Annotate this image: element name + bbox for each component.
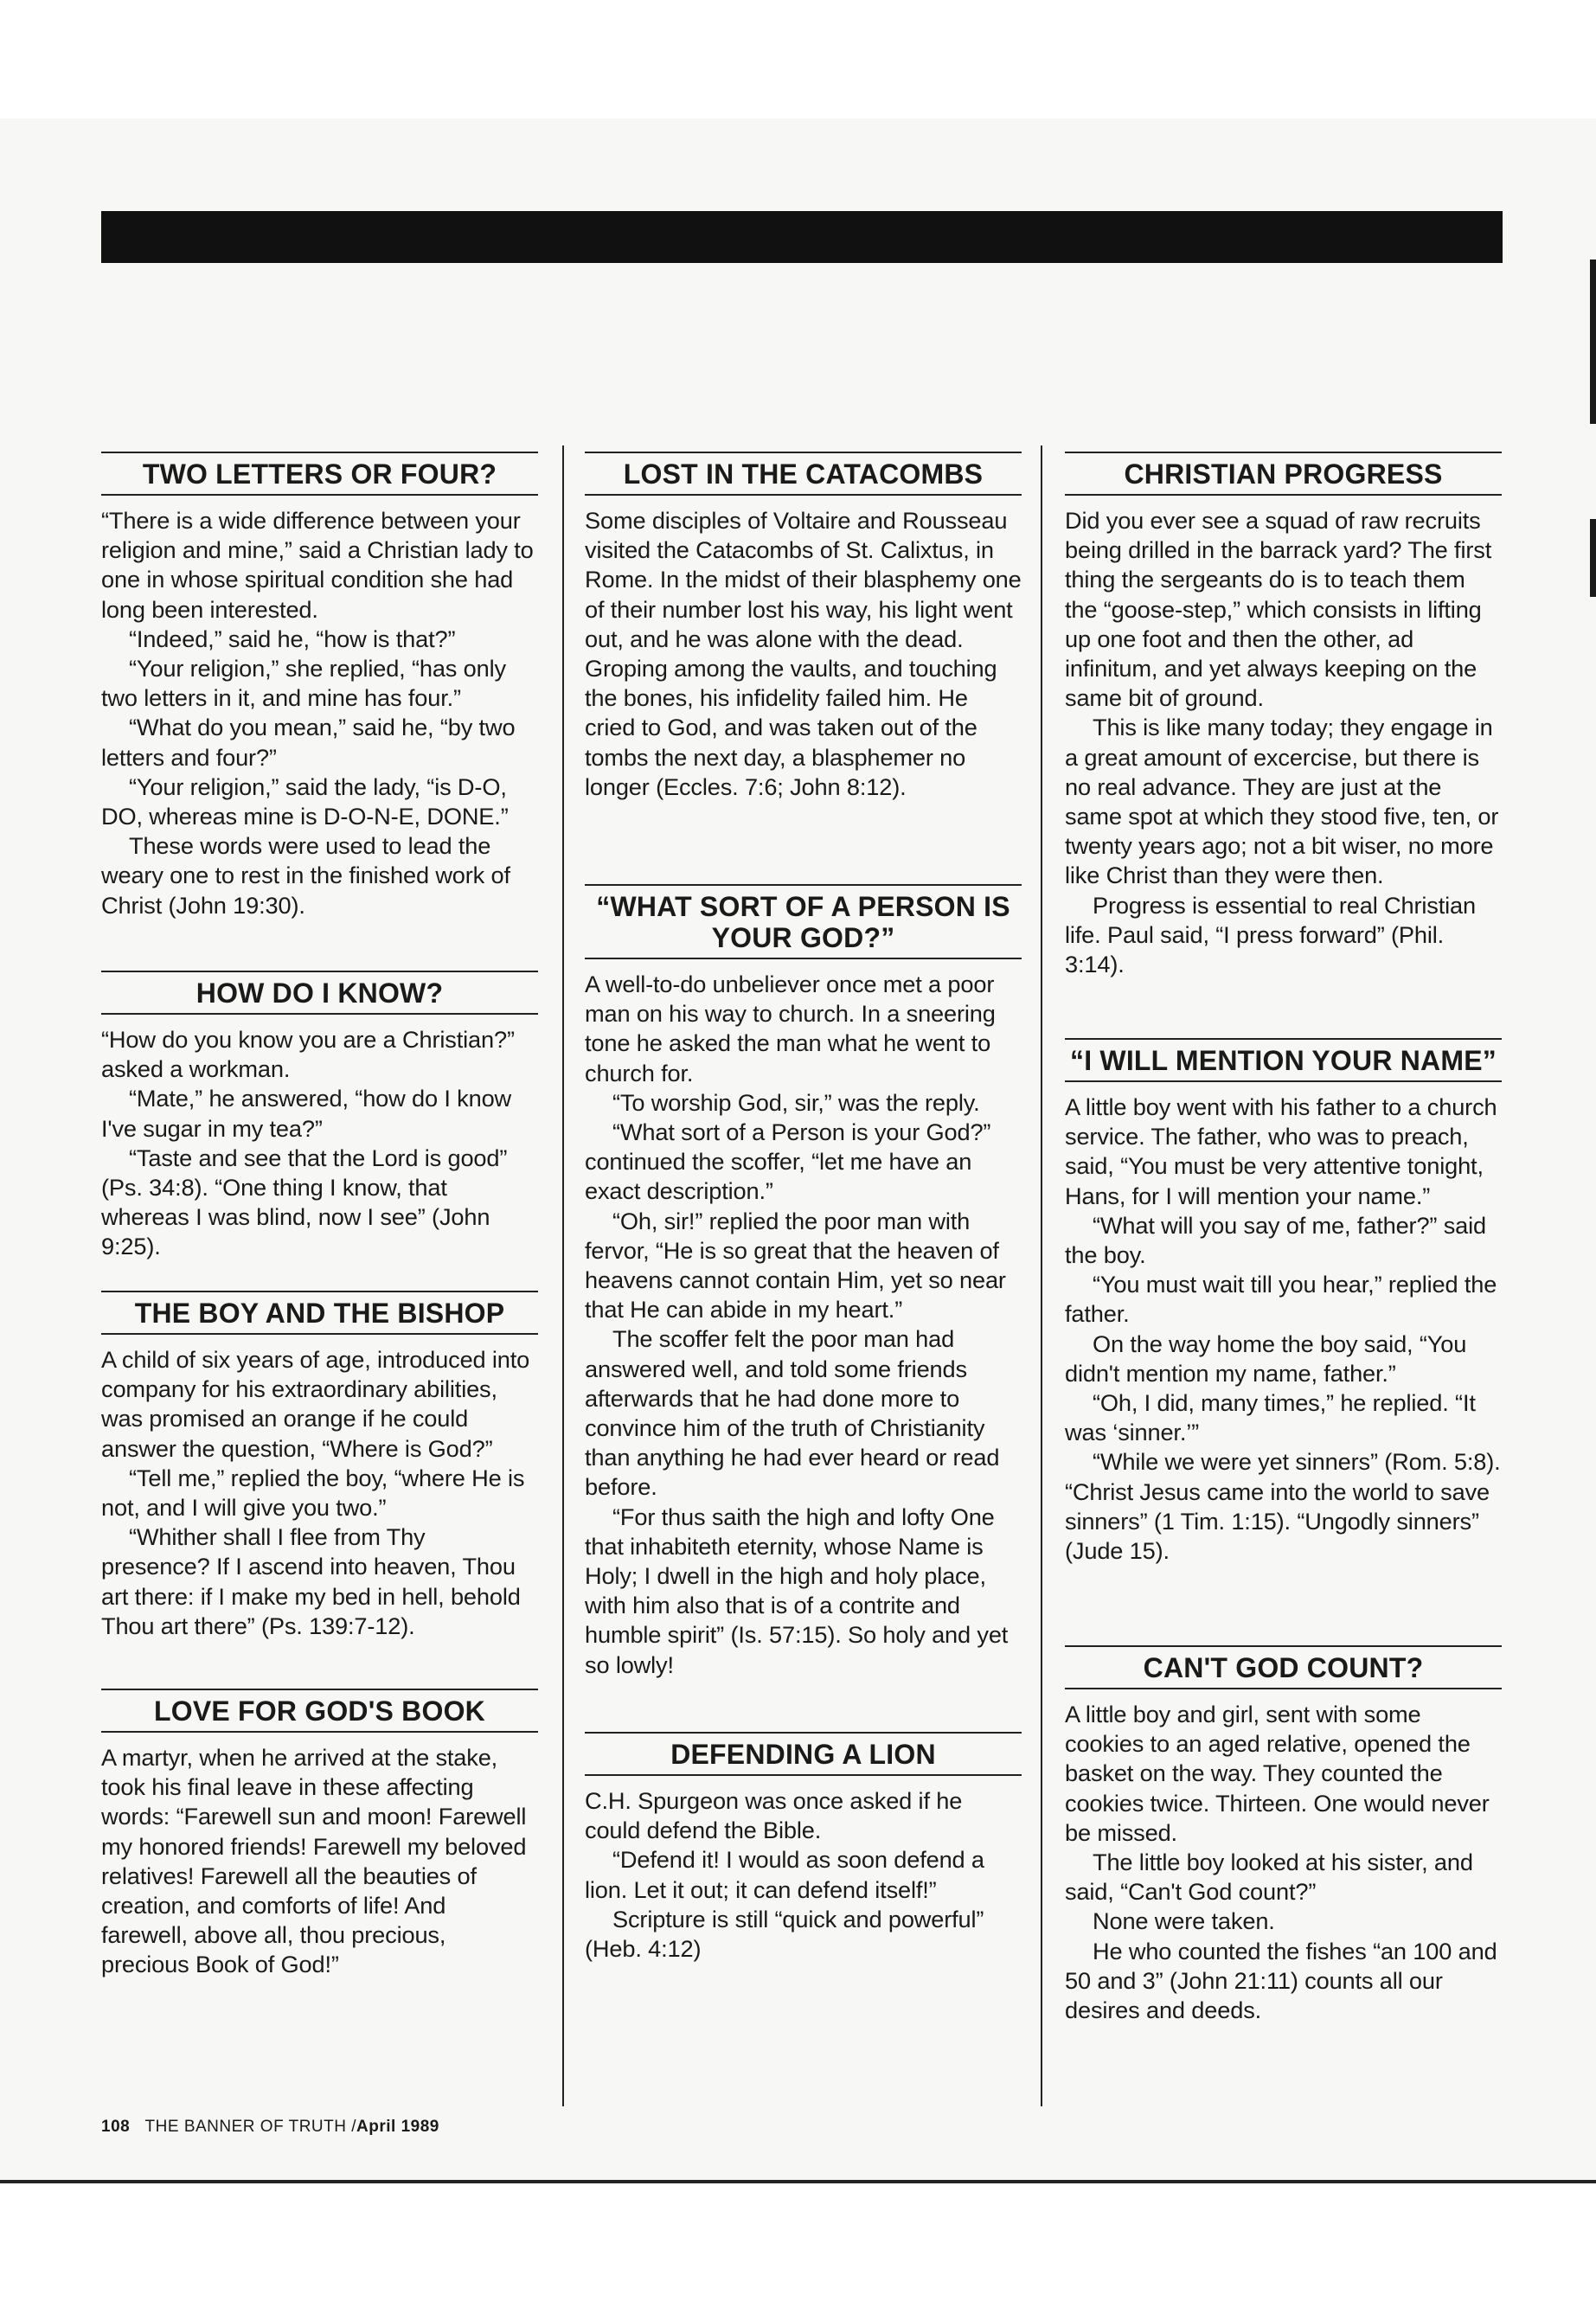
page-footer: [101, 2117, 439, 2138]
article-paragraph: A little boy went with his father to a church service. The father, who was to preach, said, “You must be very attentive tonight, Hans, for I will mention your name.”: [1065, 1093, 1497, 1209]
article-paragraph: Scripture is still “quick and powerful” (Heb. 4:12): [585, 1905, 984, 1963]
column-divider-right: [1041, 445, 1042, 2106]
article-heading: CHRISTIAN PROGRESS: [1065, 452, 1502, 496]
article-heading: DEFENDING A LION: [585, 1732, 1022, 1776]
column-divider-left: [562, 445, 564, 2106]
article-section: [101, 1689, 538, 1980]
article-section: [101, 971, 538, 1262]
article-paragraph: “While we were yet sinners” (Rom. 5:8). “Christ Jesus came into the world to save sinners” (1 Tim. 1:15). “Ungodly sinners” (Jude 15).: [1065, 1448, 1501, 1565]
article-heading: “WHAT SORT OF A PERSON IS YOUR GOD?”: [585, 884, 1022, 959]
article-paragraph: “Defend it! I would as soon defend a lion. Let it out; it can defend itself!”: [585, 1846, 984, 1903]
article-paragraph: The scoffer felt the poor man had answered well, and told some friends afterwards that he had done more to convince him of the truth of Christianity than anything he had ever heard or read before.: [585, 1325, 1000, 1501]
issue-date: April 1989: [356, 2118, 439, 2136]
article-heading: CAN'T GOD COUNT?: [1065, 1645, 1502, 1689]
article-heading: THE BOY AND THE BISHOP: [101, 1291, 538, 1335]
article-paragraph: “How do you know you are a Christian?” asked a workman.: [101, 1026, 515, 1083]
article-paragraph: This is like many today; they engage in a great amount of excercise, but there is no real advance. They are just at the same spot at which they stood five, ten, or twenty years ago; not a bit wiser, no more like Christ than they were then.: [1065, 714, 1499, 889]
article-paragraph: “Indeed,” said he, “how is that?”: [129, 625, 456, 652]
publication-name: THE BANNER OF TRUTH /: [144, 2118, 357, 2136]
article-section: [1065, 1645, 1502, 2025]
article-section: [1065, 1038, 1502, 1566]
article-paragraph: “Whither shall I flee from Thy presence? If I ascend into heaven, Thou art there: if I make my bed in hell, behold Thou art there” (Ps. 139:7-12).: [101, 1523, 521, 1639]
article-paragraph: A child of six years of age, introduced into company for his extraordinary abilities, was promised an orange if he could answer the question, “Where is God?”: [101, 1346, 530, 1462]
article-paragraph: “There is a wide difference between your religion and mine,” said a Christian lady to one in whose spiritual condition she had long been interested.: [101, 507, 534, 623]
article-paragraph: “Taste and see that the Lord is good” (Ps. 34:8). “One thing I know, that whereas I was blind, now I see” (John 9:25).: [101, 1144, 508, 1260]
article-paragraph: “What do you mean,” said he, “by two letters and four?”: [101, 714, 516, 771]
article-section: [101, 452, 538, 920]
article-paragraph: A little boy and girl, sent with some cookies to an aged relative, opened the basket on the way. They counted the cookies twice. Thirteen. One would never be missed.: [1065, 1701, 1490, 1846]
article-paragraph: “You must wait till you hear,” replied the father.: [1065, 1271, 1497, 1328]
article-paragraph: “What will you say of me, father?” said the boy.: [1065, 1211, 1486, 1269]
article-paragraph: “What sort of a Person is your God?” continued the scoffer, “let me have an exact description.”: [585, 1118, 991, 1205]
article-heading: TWO LETTERS OR FOUR?: [101, 452, 538, 496]
article-heading: “I WILL MENTION YOUR NAME”: [1065, 1038, 1502, 1082]
header-bar: [101, 211, 1503, 263]
article-heading: LOVE FOR GOD'S BOOK: [101, 1689, 538, 1733]
article-paragraph: “To worship God, sir,” was the reply.: [612, 1088, 980, 1116]
article-section: [585, 1732, 1022, 1964]
article-section: [1065, 452, 1502, 979]
bottom-rule: [0, 2180, 1596, 2183]
article-paragraph: “Your religion,” she replied, “has only two letters in it, and mine has four.”: [101, 655, 506, 712]
article-paragraph: Progress is essential to real Christian life. Paul said, “I press forward” (Phil. 3:14).: [1065, 891, 1476, 978]
article-paragraph: C.H. Spurgeon was once asked if he could defend the Bible.: [585, 1787, 963, 1844]
article-paragraph: These words were used to lead the weary one to rest in the finished work of Christ (John 19:30).: [101, 832, 510, 919]
article-section: [585, 884, 1022, 1680]
article-paragraph: The little boy looked at his sister, and said, “Can't God count?”: [1065, 1849, 1473, 1906]
article-paragraph: “Oh, sir!” replied the poor man with fervor, “He is so great that the heaven of heavens cannot contain Him, yet so near that He can abide in my heart.”: [585, 1207, 1006, 1324]
article-heading: HOW DO I KNOW?: [101, 971, 538, 1015]
article-paragraph: A well-to-do unbeliever once met a poor man on his way to church. In a sneering tone he asked the man what he went to church for.: [585, 971, 996, 1086]
article-paragraph: He who counted the fishes “an 100 and 50 and 3” (John 21:11) counts all our desires and deeds.: [1065, 1937, 1497, 2024]
page-edge-shadow: [1590, 260, 1596, 424]
article-section: [585, 452, 1022, 802]
article-paragraph: Did you ever see a squad of raw recruits being drilled in the barrack yard? The first thing the sergeants do is to teach them the “goose-step,” which consists in lifting up one foot and then the other, ad infinitum, and yet always keeping on the same bit of ground.: [1065, 507, 1492, 712]
article-paragraph: “For thus saith the high and lofty One that inhabiteth eternity, whose Name is Holy; I dwell in the high and holy place, with him also that is of a contrite and humble spirit” (Is. 57:15). So holy and yet so lowly!: [585, 1503, 1009, 1678]
article-paragraph: “Your religion,” said the lady, “is D-O, DO, whereas mine is D-O-N-E, DONE.”: [101, 772, 509, 830]
article-paragraph: A martyr, when he arrived at the stake, took his final leave in these affecting words: “Farewell sun and moon! Farewell my honored friends! Farewell my beloved relatives! Farewell all the beauties of creation, and comforts of life! And farewell, above all, thou precious, precious Book of God!”: [101, 1744, 527, 1978]
article-paragraph: None were taken.: [1093, 1907, 1275, 1935]
article-paragraph: Some disciples of Voltaire and Rousseau visited the Catacombs of St. Calixtus, in Rome. In the midst of their blasphemy one of their number lost his way, his light went out, and he was alone with the dead. Groping among the vaults, and touching the bones, his infidelity failed him. He cried to God, and was taken out of the tombs the next day, a blasphemer no longer (Eccles. 7:6; John 8:12).: [585, 507, 1022, 800]
article-section: [101, 1291, 538, 1641]
article-heading: LOST IN THE CATACOMBS: [585, 452, 1022, 496]
article-paragraph: On the way home the boy said, “You didn't mention my name, father.”: [1065, 1330, 1467, 1387]
article-paragraph: “Tell me,” replied the boy, “where He is not, and I will give you two.”: [101, 1464, 525, 1522]
page-number: 108: [101, 2118, 131, 2136]
article-paragraph: “Oh, I did, many times,” he replied. “It was ‘sinner.’”: [1065, 1389, 1476, 1446]
article-paragraph: “Mate,” he answered, “how do I know I've sugar in my tea?”: [101, 1085, 512, 1142]
page-edge-shadow: [1590, 519, 1596, 597]
